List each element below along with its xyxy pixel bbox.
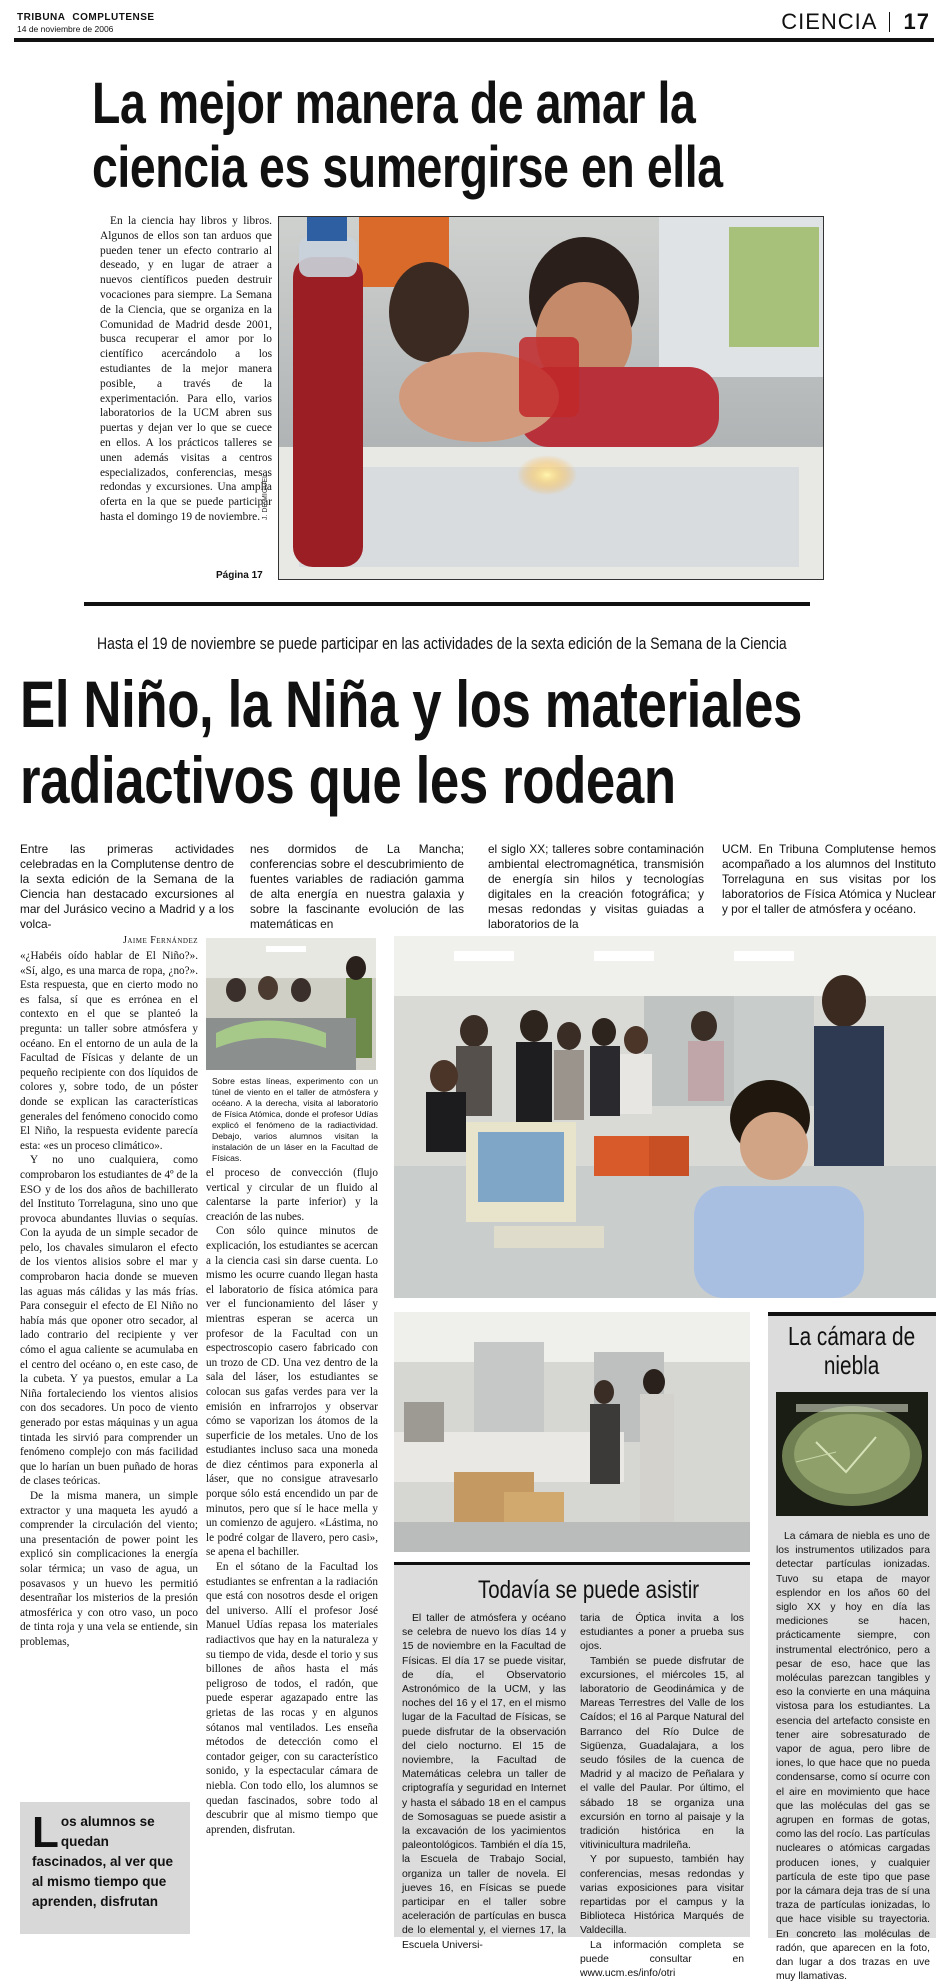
masthead <box>17 12 155 23</box>
pullquote-text <box>32 1808 186 1912</box>
masthead-name-a: TRIBUNA <box>17 12 66 23</box>
issue-date: 14 de noviembre de 2006 <box>17 24 114 34</box>
intro-col3: el siglo XX; talleres sobre contaminación ambiental electromagnética, transmisión de energía sin hilos y tecnologías digitales en la creación fotográfica; y mesas redondas y visitas guiadas a laboratorios de la <box>488 842 704 931</box>
atomic-lab-photo <box>394 936 936 1298</box>
main-kicker: Hasta el 19 de noviembre se puede participar en las actividades de la sexta edición de la Semana de la Ciencia <box>97 634 787 653</box>
asistir-paragraph: El taller de atmósfera y océano se celebra de nuevo los días 14 y 15 de noviembre en la Facultad de Físicas. El día 17 se puede visitar, de día, el Observatorio Astronómico de la UCM, y las noches del 16 y el 17, en el mismo lugar de la Facultad de Físicas, se puede disfrutar de la observación del cielo nocturno. El 15 de noviembre, la Facultad de Matemáticas celebra un taller de criptografía y seguridad en Internet y hasta el sábado 18 en el campus de Somosaguas se puede asistir a la excavación de los yacimientos paleontológicos. También el día 15, la Escuela de Trabajo Social, organiza un taller de novela. El jueves 16, en Físicas se puede participar en el taller sobre aceleración de partículas en busca de lo elemental y, el viernes 17, la Escuela Universi- <box>402 1613 566 1951</box>
laser-lab-photo <box>394 1312 750 1552</box>
pullquote-box <box>20 1802 190 1934</box>
main-headline-line2: radiactivos que les rodean <box>20 743 676 817</box>
cloud-chamber-photo <box>776 1392 928 1516</box>
asistir-col2 <box>580 1612 744 1981</box>
intro-col1: Entre las primeras actividades celebradas en la Complutense dentro de la sexta edición de la Semana de la Ciencia han destacado excursiones al mar del Jurásico vecino a Madrid y a los volca- <box>20 842 234 931</box>
intro-col4: UCM. En Tribuna Complutense hemos acompañado a los alumnos del Instituto Torrelaguna en sus visitas por los laboratorios de Física Atómica y Nuclear y por el taller de atmósfera y océano. <box>722 842 936 916</box>
asistir-paragraph: taria de Óptica invita a los estudiantes a poner a prueba sus ojos. <box>580 1613 744 1653</box>
intro-col2: nes dormidos de La Mancha; conferencias sobre el descubrimiento de fuentes variables de radiación gamma de alta energía en nuestra galaxia y sobre la fascinante evolución de las matemáticas en <box>250 842 464 931</box>
lead-photo-credit: J. DE MIGUEL <box>262 474 269 520</box>
page-number: 17 <box>903 9 930 34</box>
section-label <box>781 9 930 35</box>
header-rule <box>14 38 934 42</box>
byline: Jaime Fernández <box>122 935 198 946</box>
asistir-col1 <box>402 1612 566 1953</box>
lead-headline-line2: ciencia es sumergirse en ella <box>92 135 723 200</box>
lead-headline <box>92 72 723 200</box>
main-col1 <box>20 949 198 1650</box>
pullquote-rest: os alumnos se quedan fascinados, al ver que al mismo tiempo que aprenden, disfrutan <box>32 1814 174 1909</box>
camara-title-line2: niebla <box>823 1350 880 1380</box>
camara-title <box>770 1322 933 1380</box>
lead-headline-line1: La mejor manera de amar la <box>92 71 696 136</box>
wind-tunnel-photo <box>206 938 376 1070</box>
lead-bottom-rule <box>84 602 810 606</box>
pullquote-initial: L <box>32 1808 59 1857</box>
asistir-paragraph: Y por supuesto, también hay conferencias, mesas redondas y varias exposiciones para visitar repartidas por el campus y la Biblioteca Histórica Marqués de Valdecilla. <box>580 1854 744 1937</box>
main-col2 <box>206 1166 378 1837</box>
lead-body: En la ciencia hay libros y libros. Algunos de ellos son tan arduos que pueden tener un efecto contrario al deseado, y en lugar de atraer a nuevos científicos pueden destruir vocaciones para siempre. La Semana de la Ciencia, que se organiza en la Comunidad de Madrid desde 2001, busca recuperar el amor por lo científico acercándolo a los estudiantes de la mejor manera posible, a través de la experimentación. Para ello, varios laboratorios de la UCM abren sus puertas y dejan ver lo que se cuece en ellos. A los prácticos talleres se unen además visitas a centros especializados, conferencias, mesas redondas y excursiones. Una amplia oferta en la que se puede participar hasta el domingo 19 de noviembre. <box>100 215 272 523</box>
section-name: CIENCIA <box>781 9 877 34</box>
col1-paragraph: Y no uno cualquiera, como comprobaron los estudiantes de 4º de la ESO y de los dos años de bachillerato del Instituto Torrelaguna, sino uno que provoca abundantes lluvias o sequías. Con la ayuda de un simple secador de pelo, los chavales simularon el efecto de los vientos alisios sobre el mar y comprobaron hacia donde se mueven las aguas más cálidas y las más frías. Para conseguir el efecto de El Niño no había más que oponer otro secador, al lado contrario del recipiente y ver cómo el agua caliente se acumulaba en el centro del océano o, en este caso, de la cubeta. Y ya puestos, emular a La Niña fortaleciendo los vientos alisios con dos secadores. Un poco de viento generado por estas máquinas y un agua tintada les sirvió para comprender un fenómeno complejo con más facilidad que lo harían un buen puñado de horas de clases teóricas. <box>20 1154 198 1488</box>
col1-paragraph: De la misma manera, un simple extractor y una maqueta les ayudó a comprender la circulación del viento; una presentación de power point les explicó sin complicaciones la energía solar térmica; un vaso de agua, un posavasos y un huevo les permitió desentrañar los misterios de la presión atmosférica y con otro vaso, un poco de tinta roja y una vela se entiende, sin problemas, <box>20 1489 198 1648</box>
col2-paragraph: Con sólo quince minutos de explicación, los estudiantes se acercan a la ciencia casi sin darse cuenta. Lo mismo les ocurre cuando llegan hasta el laboratorio de física atómica para ver el funcionamiento del láser y mientras esperan se acerca un profesor de la Facultad con un espectroscopio casero fabricado con un trozo de CD. Una vez dentro de la sala del láser, los estudiantes se colocan sus gafas verdes para ver la emisión en infrarrojos y observar cómo se vaporizan los átomos de la superficie de los metales. Uno de los estudiantes incluso saca una moneda de diez céntimos para exponerla al láser, que no consigue atravesarlo porque sólo está encendido un par de minutos, pero que sí le hace mella y un comienzo de agujero. «Lástima, no le podré colgar de llavero, pero casi», se apena el bachiller. <box>206 1225 378 1559</box>
lead-page-ref: Página 17 <box>216 570 263 581</box>
asistir-paragraph: La información completa se puede consultar en www.ucm.es/info/otri <box>580 1939 744 1980</box>
masthead-name-b: COMPLUTENSE <box>72 12 155 23</box>
lead-photo <box>278 216 824 580</box>
photo-caption: Sobre estas líneas, experimento con un túnel de viento en el taller de atmósfera y océano. A la derecha, visita al laboratorio de Física Atómica, donde el profesor Udías explicó el fenómeno de la radiactividad. Debajo, varios alumnos visitan la instalación de un láser en la Facultad de Físicas. <box>212 1076 378 1163</box>
asistir-title: Todavía se puede asistir <box>478 1576 700 1604</box>
main-headline-line1: El Niño, la Niña y los materiales <box>20 667 803 741</box>
main-headline <box>20 666 802 818</box>
col2-paragraph: En el sótano de la Facultad los estudiantes se enfrentan a la radiación que está con nosotros desde el origen del universo. Allí el profesor José Manuel Udías repasa los materiales radiactivos que hay en la naturaleza y su tiempo de vida, desde el torio y sus billones de años hasta el más peligroso de todos, el radón, que puede esperar agazapado entre las grietas de las rocas y en algunos sótanos mal ventilados. Les enseña métodos de detección como el contador geiger, con su característico sonido, y la espectacular cámara de niebla. Con todo ello, los alumnos se quedan fascinados, sobre todo al descubrir que al mismo tiempo que aprenden, disfrutan. <box>206 1561 378 1836</box>
col1-paragraph: «¿Habéis oído hablar de El Niño?». «Sí, algo, es una marca de ropa, ¿no?». Esta respuesta, que en cierto modo no es falsa, sí que es errónea en el contexto en el que se planteó la pregunta: un taller sobre atmósfera y océano. En el entorno de un aula de la Facultad de Físicas y delante de un pequeño recipiente con dos líquidos de colores y, sobre todo, de un póster donde se explican las características generales del fenómeno conocido como El Niño, la respuesta evidente parecía esta: «es un proceso climático». <box>20 950 198 1152</box>
camara-title-line1: La cámara de <box>788 1321 916 1351</box>
col2-paragraph: el proceso de convección (flujo vertical y circular de un fluido al calentarse la parte inferior) y la creación de las nubes. <box>206 1167 378 1223</box>
camara-body: La cámara de niebla es uno de los instrumentos utilizados para detectar partículas ionizadas. Tuvo su etapa de mayor esplendor en los años 60 del siglo XX y hoy en día las mediciones se hacen, prácticamente siempre, con instrumental electrónico, pero a pesar de eso, hace que las moléculas parezcan tangibles y eso la convierte en una máquina vistosa para los estudiantes. La esencia del artefacto consiste en tener aire sobresaturado de vapor de agua, pero libre de iones, lo que hace que no pueda condensarse, como sí ocurre con el aire en movimiento que hace que las moléculas del gas se agrupen en formas de gotas, como las del rocío. Las partículas nucleares o atómicas cargadas producen iones, y cualquier partícula de este tipo que pase por la cámara deja tras de sí una traza de partículas ionizadas, lo que hace visible su trayectoria. En concreto las moléculas de radón, que aparecen en la foto, dan lugar a dos trazas en uve muy llamativas. <box>776 1531 930 1983</box>
asistir-paragraph: También se puede disfrutar de excursiones, el miércoles 15, al laboratorio de Geodinámica y de Mareas Terrestres del Valle de los Caídos; el 16 al Parque Natural del Barranco del Río Dulce de Sigüenza, Guadalajara, a los seudo fósiles de la cuenca de Madrid y al macizo de Peñalara y el valle del Paular. Por último, el sábado 18 se organiza una excursión en torno al paisaje y la tradición histórica en la vitivinicultura madrileña. <box>580 1655 744 1852</box>
section-divider <box>889 12 890 32</box>
